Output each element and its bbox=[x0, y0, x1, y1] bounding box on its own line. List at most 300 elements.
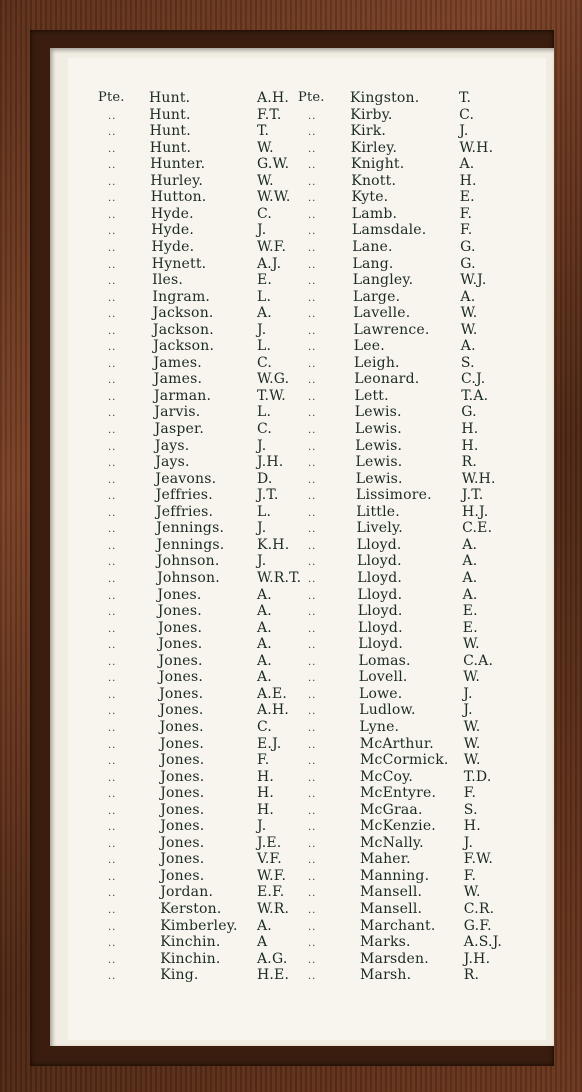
rank-right: .. bbox=[308, 458, 317, 470]
initials-left: A. bbox=[257, 652, 272, 669]
surname-left: Jones. bbox=[157, 603, 202, 620]
rank-right: .. bbox=[308, 160, 317, 172]
rank-left: .. bbox=[108, 739, 117, 751]
initials-right: A. bbox=[462, 570, 478, 586]
rank-left: .. bbox=[108, 226, 117, 238]
surname-left: Jennings. bbox=[156, 536, 225, 553]
roll-row bbox=[0, 951, 582, 967]
rank-right: .. bbox=[308, 259, 317, 271]
initials-left: J. bbox=[257, 818, 267, 835]
initials-right: W. bbox=[463, 636, 480, 653]
initials-left: J.H. bbox=[257, 454, 284, 471]
initials-right: F.W. bbox=[463, 851, 493, 868]
surname-right: Lewis. bbox=[355, 437, 403, 454]
surname-left: Kinchin. bbox=[160, 950, 221, 967]
surname-right: Large. bbox=[353, 288, 401, 305]
roll-row bbox=[0, 769, 582, 785]
surname-left: Jones. bbox=[159, 685, 204, 702]
initials-right: W.H. bbox=[461, 470, 496, 487]
surname-right: Kingston. bbox=[350, 90, 420, 106]
surname-right: Marks. bbox=[360, 934, 411, 951]
rank-left: .. bbox=[108, 391, 117, 403]
initials-right: W. bbox=[460, 305, 478, 322]
rank-right: .. bbox=[308, 474, 317, 486]
surname-right: Lloyd. bbox=[358, 619, 403, 636]
roll-row bbox=[0, 438, 582, 454]
initials-left: L. bbox=[257, 338, 272, 355]
initials-right: J.H. bbox=[463, 950, 491, 967]
surname-right: Langley. bbox=[352, 272, 414, 289]
initials-left: H.E. bbox=[257, 967, 290, 984]
initials-right: W. bbox=[463, 669, 480, 686]
roll-row bbox=[0, 603, 582, 619]
initials-right: E. bbox=[462, 603, 478, 620]
roll-row bbox=[0, 338, 582, 354]
initials-left: H. bbox=[257, 785, 275, 802]
surname-left: Jones. bbox=[160, 801, 205, 818]
initials-left: A.J. bbox=[257, 255, 282, 272]
rank-right: .. bbox=[308, 540, 317, 552]
rank-right: .. bbox=[308, 127, 317, 139]
roll-row bbox=[0, 901, 582, 917]
surname-right: Kirby. bbox=[350, 106, 393, 123]
initials-right: J. bbox=[463, 702, 473, 719]
rank-right: .. bbox=[308, 193, 317, 205]
roll-row bbox=[0, 752, 582, 768]
initials-left: D. bbox=[257, 470, 273, 487]
initials-right: F. bbox=[459, 205, 473, 222]
surname-left: Hyde. bbox=[151, 239, 195, 255]
initials-right: J. bbox=[463, 685, 473, 702]
surname-left: Iles. bbox=[152, 272, 184, 289]
initials-right: E. bbox=[462, 619, 478, 636]
initials-right: G.F. bbox=[463, 917, 492, 934]
rank-right: .. bbox=[308, 938, 317, 950]
rank-right: .. bbox=[308, 772, 317, 784]
roll-row bbox=[0, 653, 582, 669]
surname-right: Lloyd. bbox=[357, 586, 403, 603]
surname-left: Hunter. bbox=[150, 156, 206, 173]
surname-right: McCormick. bbox=[360, 752, 449, 768]
initials-left: A bbox=[257, 934, 268, 951]
initials-left: W.W. bbox=[257, 189, 291, 206]
initials-right: A. bbox=[460, 338, 476, 355]
initials-left: F.T. bbox=[257, 106, 282, 123]
rank-left: .. bbox=[108, 607, 117, 619]
initials-left: L. bbox=[257, 288, 272, 305]
initials-right: A. bbox=[459, 156, 475, 173]
initials-right: J.T. bbox=[461, 487, 484, 504]
rank-left: .. bbox=[108, 441, 117, 453]
roll-row bbox=[0, 587, 582, 603]
initials-left: H. bbox=[257, 801, 275, 818]
surname-left: Hunt. bbox=[149, 123, 191, 140]
surname-right: Leonard. bbox=[354, 371, 420, 388]
surname-right: Lavelle. bbox=[353, 305, 411, 322]
roll-row bbox=[0, 454, 582, 470]
rank-left: .. bbox=[108, 243, 117, 254]
initials-left: W. bbox=[257, 172, 274, 189]
rank-left: .. bbox=[108, 358, 117, 370]
rank-left: .. bbox=[108, 855, 117, 867]
surname-right: Kyte. bbox=[351, 189, 389, 206]
rank-left: .. bbox=[108, 905, 117, 916]
initials-right: C.J. bbox=[461, 371, 486, 388]
roll-row bbox=[0, 785, 582, 801]
surname-left: James. bbox=[153, 371, 203, 388]
surname-left: Hynett. bbox=[151, 255, 207, 272]
surname-right: McKenzie. bbox=[360, 818, 436, 835]
surname-left: Jones. bbox=[158, 669, 203, 686]
rank-right: .. bbox=[308, 358, 317, 370]
initials-right: F. bbox=[463, 867, 477, 884]
surname-right: Lewis. bbox=[355, 454, 403, 471]
initials-left: T. bbox=[257, 123, 270, 140]
initials-right: C.A. bbox=[463, 652, 494, 669]
initials-right: J. bbox=[463, 834, 474, 851]
initials-right: R. bbox=[461, 454, 477, 471]
roll-row bbox=[0, 355, 582, 371]
initials-right: G. bbox=[461, 404, 477, 421]
initials-right: W. bbox=[463, 752, 481, 768]
initials-left: C. bbox=[257, 205, 273, 222]
surname-right: Lane. bbox=[352, 239, 393, 255]
roll-row bbox=[0, 868, 582, 884]
roll-row bbox=[0, 520, 582, 536]
initials-right: J. bbox=[459, 123, 469, 140]
roll-row bbox=[0, 239, 582, 255]
rank-right: .. bbox=[308, 110, 317, 122]
roll-row bbox=[0, 686, 582, 702]
rank-left: .. bbox=[108, 491, 117, 503]
surname-left: Kerston. bbox=[160, 901, 222, 917]
initials-left: A. bbox=[257, 669, 272, 686]
surname-left: Jones. bbox=[160, 867, 205, 884]
surname-left: Jeffries. bbox=[156, 503, 214, 520]
rank-right: .. bbox=[308, 276, 317, 288]
rank-right: .. bbox=[308, 756, 317, 767]
initials-right: H. bbox=[463, 818, 481, 835]
rank-left: .. bbox=[108, 706, 117, 718]
initials-right: A. bbox=[460, 288, 476, 305]
surname-left: Jones. bbox=[158, 636, 203, 653]
surname-right: Lang. bbox=[352, 255, 394, 272]
rank-left: .. bbox=[108, 938, 117, 950]
initials-right: T. bbox=[459, 90, 472, 106]
rank-right: .. bbox=[308, 342, 317, 354]
rank-right: .. bbox=[308, 391, 317, 403]
surname-left: Jones. bbox=[160, 834, 205, 851]
surname-left: Johnson. bbox=[156, 553, 220, 570]
surname-left: Jackson. bbox=[153, 338, 215, 355]
surname-right: Lee. bbox=[353, 338, 385, 355]
rank-right: .. bbox=[308, 176, 317, 188]
surname-right: Knight. bbox=[351, 156, 405, 173]
rank-right: .. bbox=[308, 425, 317, 436]
roll-row bbox=[0, 256, 582, 272]
initials-left: C. bbox=[257, 718, 273, 735]
roll-row bbox=[0, 471, 582, 487]
surname-left: Jones. bbox=[160, 752, 205, 768]
rank-left: .. bbox=[108, 474, 117, 486]
roll-row bbox=[0, 305, 582, 321]
roll-row bbox=[0, 289, 582, 305]
rank-right: .. bbox=[308, 557, 317, 569]
initials-right: T.D. bbox=[463, 768, 492, 785]
rank-right: .. bbox=[308, 607, 317, 619]
surname-left: Hurley. bbox=[150, 172, 203, 189]
roll-row bbox=[0, 189, 582, 205]
rank-right: .. bbox=[308, 921, 317, 933]
surname-left: Kinchin. bbox=[160, 934, 221, 951]
surname-left: Jeffries. bbox=[155, 487, 213, 504]
surname-right: Lloyd. bbox=[357, 570, 403, 586]
initials-left: V.F. bbox=[257, 851, 282, 868]
initials-left: H. bbox=[257, 768, 275, 785]
initials-left: A.E. bbox=[257, 685, 288, 702]
initials-left: J. bbox=[257, 437, 267, 454]
surname-left: Jones. bbox=[158, 619, 203, 636]
roll-row bbox=[0, 570, 582, 586]
surname-left: Jarman. bbox=[154, 387, 212, 404]
rank-right: Pte. bbox=[298, 90, 325, 105]
rank-right: .. bbox=[308, 954, 317, 966]
initials-left: L. bbox=[257, 503, 272, 520]
initials-left: E. bbox=[257, 272, 273, 289]
initials-right: F. bbox=[463, 785, 477, 802]
surname-right: McNally. bbox=[360, 834, 424, 851]
surname-right: Lloyd. bbox=[357, 553, 402, 570]
roll-row bbox=[0, 702, 582, 718]
rank-right: .. bbox=[308, 292, 317, 304]
rank-left: .. bbox=[108, 292, 117, 304]
rank-right: .. bbox=[308, 243, 317, 254]
surname-left: Hyde. bbox=[151, 222, 195, 239]
initials-left: A. bbox=[257, 917, 272, 934]
rank-left: .. bbox=[108, 375, 117, 387]
initials-right: C. bbox=[459, 106, 475, 123]
surname-right: Lloyd. bbox=[356, 536, 402, 553]
surname-right: Lloyd. bbox=[358, 636, 404, 653]
surname-right: Leigh. bbox=[354, 354, 400, 371]
initials-right: W. bbox=[463, 735, 481, 752]
rank-left: .. bbox=[108, 756, 117, 767]
surname-right: Lett. bbox=[354, 387, 389, 404]
surname-right: Lewis. bbox=[354, 404, 402, 421]
roll-row bbox=[0, 851, 582, 867]
roll-row bbox=[0, 388, 582, 404]
roll-row bbox=[0, 967, 582, 983]
rank-right: .. bbox=[308, 673, 317, 685]
surname-right: Marsh. bbox=[360, 967, 412, 984]
rank-left: .. bbox=[108, 209, 117, 221]
surname-right: Lloyd. bbox=[357, 603, 403, 620]
initials-right: G. bbox=[460, 239, 476, 255]
roll-row bbox=[0, 537, 582, 553]
initials-left: W.R. bbox=[257, 901, 290, 917]
roll-row bbox=[0, 802, 582, 818]
rank-right: .. bbox=[308, 623, 317, 635]
rank-left: .. bbox=[108, 590, 117, 602]
initials-right: G. bbox=[460, 255, 476, 272]
rank-right: .. bbox=[308, 706, 317, 718]
rank-left: .. bbox=[108, 557, 117, 569]
rank-right: .. bbox=[308, 524, 317, 536]
roll-row bbox=[0, 918, 582, 934]
roll-row bbox=[0, 487, 582, 503]
rank-right: .. bbox=[308, 441, 317, 453]
initials-right: F. bbox=[460, 222, 473, 239]
rank-right: .. bbox=[308, 739, 317, 751]
roll-row bbox=[0, 620, 582, 636]
rank-right: .. bbox=[308, 838, 317, 850]
initials-right: R. bbox=[463, 967, 480, 984]
surname-left: Ingram. bbox=[152, 288, 211, 305]
initials-right: A. bbox=[462, 586, 478, 603]
rank-right: .. bbox=[308, 408, 317, 420]
initials-left: J. bbox=[257, 520, 267, 537]
rank-right: .. bbox=[308, 789, 317, 801]
initials-left: J. bbox=[257, 222, 267, 239]
surname-left: Hyde. bbox=[151, 205, 194, 222]
surname-right: Lawrence. bbox=[353, 321, 430, 338]
surname-left: Jays. bbox=[155, 454, 190, 471]
surname-left: Jones. bbox=[157, 586, 202, 603]
rank-left: .. bbox=[108, 127, 117, 139]
surname-left: Johnson. bbox=[157, 570, 220, 586]
surname-left: Jones. bbox=[160, 768, 205, 785]
rank-right: .. bbox=[308, 309, 317, 321]
rank-right: .. bbox=[308, 491, 317, 503]
initials-right: H.J. bbox=[462, 503, 489, 520]
surname-left: Jordan. bbox=[160, 884, 214, 901]
initials-left: J.T. bbox=[257, 487, 279, 504]
rank-left: .. bbox=[108, 507, 117, 519]
roll-row bbox=[0, 107, 582, 123]
initials-right: H. bbox=[461, 437, 479, 454]
rank-left: .. bbox=[108, 789, 117, 801]
surname-right: Manning. bbox=[360, 867, 430, 884]
surname-left: Jones. bbox=[159, 735, 205, 752]
surname-left: Jones. bbox=[159, 702, 204, 719]
rank-left: .. bbox=[108, 971, 117, 983]
surname-left: Jones. bbox=[160, 851, 205, 868]
initials-right: S. bbox=[460, 354, 475, 371]
roll-row bbox=[0, 421, 582, 437]
roll-row bbox=[0, 934, 582, 950]
surname-left: King. bbox=[160, 967, 199, 984]
roll-row bbox=[0, 719, 582, 735]
roll-row bbox=[0, 123, 582, 139]
initials-left: W.R.T. bbox=[257, 570, 302, 586]
surname-right: Ludlow. bbox=[359, 702, 416, 719]
initials-left: L. bbox=[257, 404, 272, 421]
surname-right: Lewis. bbox=[355, 470, 403, 487]
initials-left: T.W. bbox=[257, 387, 286, 404]
surname-right: Lovell. bbox=[358, 669, 408, 686]
rank-right: .. bbox=[308, 143, 317, 155]
surname-left: Hunt. bbox=[149, 106, 191, 123]
initials-right: E. bbox=[459, 189, 475, 206]
initials-left: J. bbox=[257, 321, 267, 338]
rank-left: .. bbox=[108, 822, 117, 834]
initials-right: S. bbox=[463, 801, 478, 818]
initials-right: H. bbox=[461, 421, 479, 437]
initials-left: A. bbox=[257, 619, 272, 636]
surname-left: Hunt. bbox=[149, 90, 191, 106]
rank-left: .. bbox=[108, 408, 117, 420]
initials-left: A.H. bbox=[257, 90, 290, 106]
surname-left: Jeavons. bbox=[155, 470, 217, 487]
rank-right: .. bbox=[308, 971, 317, 983]
rank-left: .. bbox=[108, 838, 117, 850]
initials-right: W.J. bbox=[460, 272, 487, 289]
initials-right: W. bbox=[463, 718, 481, 735]
surname-right: Little. bbox=[356, 503, 400, 520]
initials-left: A.H. bbox=[257, 702, 290, 719]
rank-right: .. bbox=[308, 590, 317, 602]
rank-left: .. bbox=[108, 722, 117, 734]
initials-right: T.A. bbox=[461, 387, 489, 404]
surname-left: Jackson. bbox=[152, 321, 214, 338]
initials-left: W.F. bbox=[257, 239, 287, 255]
roll-row bbox=[0, 90, 582, 106]
roll-row bbox=[0, 736, 582, 752]
roll-row bbox=[0, 206, 582, 222]
surname-left: Jennings. bbox=[156, 520, 225, 537]
surname-right: McGraa. bbox=[360, 801, 423, 818]
roll-row bbox=[0, 404, 582, 420]
rank-left: .. bbox=[108, 425, 117, 436]
initials-left: F. bbox=[257, 752, 270, 768]
initials-left: E.F. bbox=[257, 884, 285, 901]
surname-left: Jones. bbox=[159, 718, 204, 735]
roll-row bbox=[0, 156, 582, 172]
roll-row bbox=[0, 835, 582, 851]
rank-left: .. bbox=[108, 772, 117, 784]
surname-left: Jones. bbox=[160, 785, 205, 802]
rank-left: .. bbox=[108, 540, 117, 552]
initials-left: W. bbox=[257, 139, 274, 156]
initials-right: W. bbox=[460, 321, 478, 338]
initials-left: C. bbox=[257, 421, 273, 437]
rank-right: .. bbox=[308, 640, 317, 652]
rank-left: .. bbox=[108, 176, 117, 188]
rank-left: .. bbox=[108, 656, 117, 668]
rank-right: .. bbox=[308, 905, 317, 916]
rank-left: .. bbox=[108, 640, 117, 652]
surname-right: Marsden. bbox=[360, 950, 429, 967]
initials-right: H. bbox=[459, 172, 477, 189]
rank-left: .. bbox=[108, 805, 117, 817]
rank-right: .. bbox=[308, 805, 317, 817]
surname-right: Maher. bbox=[360, 851, 411, 868]
surname-left: Hunt. bbox=[149, 139, 192, 156]
rank-right: .. bbox=[308, 888, 317, 900]
initials-right: A. bbox=[462, 553, 478, 570]
rank-left: .. bbox=[108, 574, 117, 585]
rank-left: .. bbox=[108, 110, 117, 122]
roll-row bbox=[0, 884, 582, 900]
surname-right: Marchant. bbox=[360, 917, 436, 934]
rank-right: .. bbox=[308, 689, 317, 701]
rank-left: .. bbox=[108, 888, 117, 900]
surname-left: Kimberley. bbox=[160, 917, 238, 934]
roll-row bbox=[0, 173, 582, 189]
rank-left: .. bbox=[108, 193, 117, 205]
initials-right: A. bbox=[462, 536, 478, 553]
initials-right: W. bbox=[463, 884, 481, 901]
